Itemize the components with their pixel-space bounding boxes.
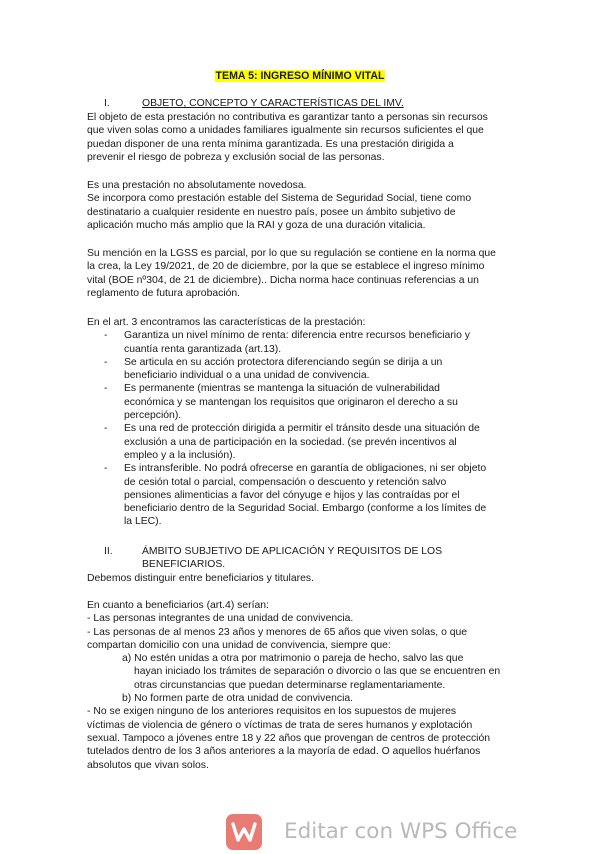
text-line: cuantía renta garantizada (art.13).: [124, 343, 282, 355]
text-line: Se incorpora como prestación estable del Sistema de Seguridad Social, tiene como: [87, 193, 472, 205]
text-line: que viven solas como a unidades familiares igualmente sin recursos suficientes el que: [87, 125, 484, 137]
sublist: [87, 652, 527, 705]
watermark-text: Editar con WPS Office: [284, 819, 518, 845]
text-line: - No se exigen ninguno de los anteriores requisitos en los supuestos de mujeres: [87, 706, 457, 718]
characteristics-list: [87, 329, 527, 528]
text-line: beneficiario individual o a una unidad de convivencia.: [124, 370, 370, 382]
text-line: En cuanto a beneficiarios (art.4) serían:: [87, 600, 269, 611]
list-item: - Es intransferible. No podrá ofrecerse en garantía de obligaciones, ni ser objeto de cesión total o parcial, compensación o descuento y retención salvo pensiones alimenticias a favor del cónyuge e hijos y las contraídas por el beneficiario dentro de la Seguridad Social. Embargo (conforme a los límites de la LEC).: [87, 462, 527, 528]
document-title: [0, 70, 600, 83]
section-2-number: II.: [104, 546, 113, 557]
text-line: hayan iniciado los trámites de separación o divorcio o las que se encuentren en: [134, 666, 501, 678]
text-line: pensiones alimenticias a favor del cónyuge e hijos y las contraídas por el: [124, 489, 460, 501]
section-2-heading: [87, 545, 527, 572]
text-line: Se articula en su acción protectora diferenciando según se dirija a un: [124, 356, 443, 368]
text-line: de cesión total o parcial, compensación o descuento y retención salvo: [124, 476, 447, 488]
text-line: Es una red de protección dirigida a permitir el tránsito desde una situación de: [124, 423, 480, 435]
paragraph-lgss: [87, 247, 527, 300]
characteristics-list-block: [87, 316, 527, 529]
text-line: Es intransferible. No podrá ofrecerse en garantía de obligaciones, ni ser objeto: [124, 463, 487, 475]
section-2-title-line: ÁMBITO SUBJETIVO DE APLICACIÓN Y REQUISITOS DE LOS: [142, 546, 443, 557]
list-item: - Es permanente (mientras se mantenga la situación de vulnerabilidad económica y se mantengan los requisitos que originaron el derecho a su percepción).: [87, 382, 527, 422]
text-line: El objeto de esta prestación no contributiva es garantizar tanto a personas sin recursos: [87, 112, 488, 123]
text-line: - Las personas integrantes de una unidad de convivencia.: [87, 613, 354, 625]
sub-item-a: a) No estén unidas a otra por matrimonio o pareja de hecho, salvo las que: [122, 653, 464, 665]
text-line: sexual. Tampoco a jóvenes entre 18 y 22 años que provengan de centros de protección: [87, 732, 491, 744]
section-1-heading: [87, 97, 527, 110]
text-line: Es una prestación no absolutamente novedosa.: [87, 180, 307, 191]
text-line: otras circunstancias que puedan determinarse reglamentariamente.: [134, 679, 446, 691]
list-item: - Garantiza un nivel mínimo de renta: diferencia entre recursos beneficiario y cuantía renta garantizada (art.13).: [87, 329, 527, 356]
wps-watermark[interactable]: [226, 812, 517, 852]
list-intro: En el art. 3 encontramos las características de la prestación:: [87, 317, 366, 328]
paragraph-objeto: [87, 111, 527, 164]
text-line: Garantiza un nivel mínimo de renta: diferencia entre recursos beneficiario y: [124, 330, 470, 342]
beneficiarios-block: [87, 599, 527, 772]
text-line: percepción).: [124, 410, 182, 422]
section-1-title: OBJETO, CONCEPTO Y CARACTERÍSTICAS DEL IMV.: [142, 98, 404, 109]
paragraph-novedosa: [87, 179, 527, 232]
text-line: prevenir el riesgo de pobreza y exclusión social de las personas.: [87, 151, 385, 163]
text-line: económica y se mantengan los requisitos que originaron el derecho a su: [124, 396, 458, 408]
text-line: beneficiario dentro de la Seguridad Social. Embargo (conforme a los límites de: [124, 503, 487, 515]
text-line: vital (BOE nº304, de 21 de diciembre).. Dicha norma hace continuas referencias a un: [87, 274, 479, 286]
section-1-number: I.: [104, 98, 110, 109]
title-highlight: TEMA 5: INGRESO MÍNIMO VITAL: [215, 70, 385, 82]
text-line: Debemos distinguir entre beneficiarios y titulares.: [87, 573, 314, 584]
text-line: reglamento de futura aprobación.: [87, 287, 241, 299]
text-line: empleo y a la inclusión).: [124, 449, 236, 461]
text-line: Su mención en la LGSS es parcial, por lo que su regulación se contiene en la norma que: [87, 248, 496, 259]
text-line: - Las personas de al menos 23 años y menores de 65 años que viven solas, o que: [87, 626, 468, 638]
text-line: destinatario a cualquier residente en nuestro país, posee un ámbito subjetivo de: [87, 206, 456, 218]
text-line: la crea, la Ley 19/2021, de 20 de diciembre, por la que se establece el ingreso mínimo: [87, 261, 485, 273]
section-2-title-line: BENEFICIARIOS.: [142, 559, 226, 571]
text-line: Es permanente (mientras se mantenga la situación de vulnerabilidad: [124, 383, 440, 395]
text-line: la LEC).: [124, 516, 162, 528]
text-line: tutelados dentro de los 3 años anteriores a la mayoría de edad. O aquellos huérfanos: [87, 746, 481, 758]
sub-item-b: b) No formen parte de otra unidad de convivencia.: [122, 693, 354, 705]
list-item: - Se articula en su acción protectora diferenciando según se dirija a un beneficiario individual o a una unidad de convivencia.: [87, 356, 527, 383]
text-line: compartan domicilio con una unidad de convivencia, siempre que:: [87, 639, 391, 651]
text-line: absolutos que vivan solos.: [87, 759, 209, 771]
list-item: - Es una red de protección dirigida a permitir el tránsito desde una situación de exclusión a una de participación en la sociedad. (se prevén incentivos al empleo y a la inclusión).: [87, 422, 527, 462]
wps-logo-icon: [226, 814, 262, 850]
text-line: víctimas de violencia de género o víctimas de trata de seres humanos y explotación: [87, 719, 473, 731]
text-line: puedan disponer de una renta mínima garantizada. Es una prestación dirigida a: [87, 138, 454, 150]
section-2-intro: [87, 572, 527, 585]
text-line: exclusión a una de participación en la sociedad. (se prevén incentivos al: [124, 436, 457, 448]
text-line: aplicación mucho más amplio que la RAI y goza de una duración vitalicia.: [87, 219, 426, 231]
